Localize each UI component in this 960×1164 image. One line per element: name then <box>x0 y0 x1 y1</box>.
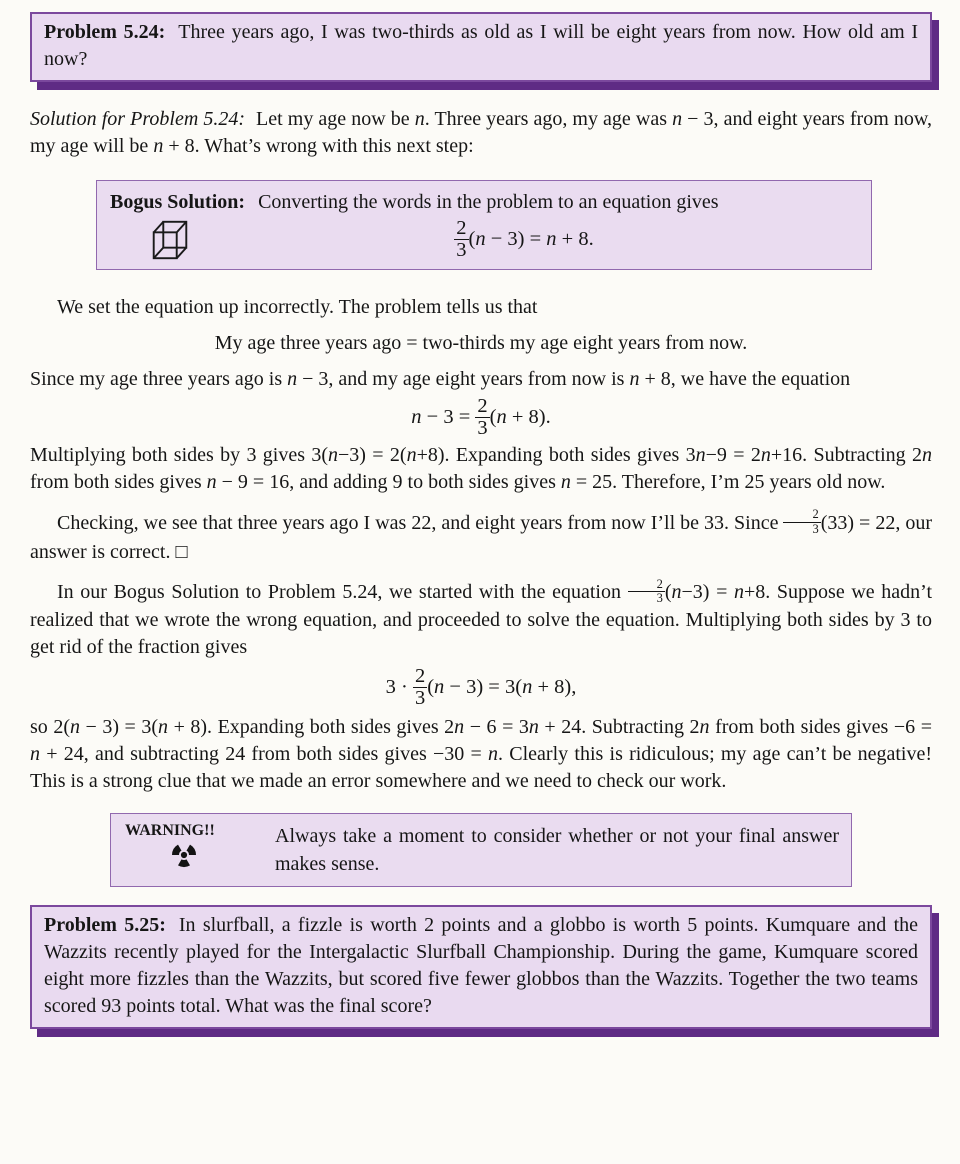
problem-5-24-label: Problem 5.24: <box>44 21 166 43</box>
paragraph-setup-wrong: We set the equation up incorrectly. The problem tells us that <box>57 296 538 318</box>
paragraph-since: Since my age three years ago is n − 3, and my age eight years from now is n + 8, we have the equation <box>30 368 851 390</box>
paragraph-checking: Checking, we see that three years ago I was 22, and eight years from now I’ll be 33. Since $\frac{2}{3}$ (33) = 22, our answer is correct. □ <box>30 507 933 563</box>
problem-5-24-body: Three years ago, I was two-thirds as old as I will be eight years from now. How old am I now? <box>44 21 918 70</box>
problem-5-24-text <box>44 19 918 73</box>
paragraph-so-expand: so 2(n − 3) = 3(n + 8). Expanding both sides gives 2n − 6 = 3n + 24. Subtracting 2n from both sides gives −6 = n + 24, and subtracting 24 from both sides gives −30 = n. Clearly this is ridiculous; my age can’t be negative! This is a strong clue that we made an error somewhere and we need to check our work. <box>30 715 933 792</box>
solution-intro-paragraph <box>30 106 932 160</box>
problem-5-25-text <box>44 912 918 1020</box>
bogus-solution-box <box>96 180 872 270</box>
equation-correct: n − 3 = $\frac{2}{3}$ (n + 8). <box>411 395 551 439</box>
solution-lead: Solution for Problem 5.24: <box>30 108 246 130</box>
age-statement-line: My age three years ago = two-thirds my age eight years from now. <box>214 332 748 354</box>
problem-box-5-24 <box>30 12 932 82</box>
bogus-solution-label: Bogus Solution: <box>110 191 246 213</box>
warning-box <box>110 813 852 887</box>
equation-bogus-multiplied: 3 · $\frac{2}{3}$ (n − 3) = 3(n + 8), <box>385 665 577 710</box>
problem-5-25-body: In slurfball, a fizzle is worth 2 points and a globbo is worth 5 points. Kumquare and the Wazzits recently played for the Intergalactic Slurfball Championship. During the game, Kumquare scored eight more fizzles than the Wazzits, but scored five fewer globbos than the Wazzits. Together the two teams scored 93 points total. What was the final score? <box>44 913 919 1017</box>
open-box-icon <box>150 217 190 263</box>
problem-5-25-label: Problem 5.25: <box>44 913 166 936</box>
paragraph-multiplying: Multiplying both sides by 3 gives 3(n−3) = 2(n+8). Expanding both sides gives 3n−9 = 2n+16. Subtracting 2n from both sides gives n − 9 = 16, and adding 9 to both sides gives n = 25. Therefore, I’m 25 years old now. <box>30 443 932 493</box>
warning-text: Always take a moment to consider whether or not your final answer makes sense. <box>275 824 839 875</box>
bogus-equation: $\frac{2}{3}$ (n − 3) = n + 8. <box>456 216 594 261</box>
warning-label: WARNING!! <box>125 821 215 839</box>
bogus-solution-intro: Converting the words in the problem to an equation gives <box>258 191 719 213</box>
bogus-box-first-row <box>110 189 858 216</box>
solution-intro-body: Let my age now be n. Three years ago, my age was n − 3, and eight years from now, my age will be n + 8. What’s wrong with this next step: <box>30 108 932 157</box>
warning-label-column <box>125 822 275 868</box>
radiation-icon <box>171 842 275 868</box>
problem-box-5-25 <box>30 905 932 1029</box>
paragraph-bogus-revisit: In our Bogus Solution to Problem 5.24, we started with the equation $\frac{2}{3}$ (n−3) = n+8. Suppose we hadn’t realized that we wrote the wrong equation, and proceeded to solve the equation. Multiplying both sides by 3 to get rid of the fraction gives <box>30 576 932 659</box>
bogus-box-second-row <box>110 217 858 263</box>
